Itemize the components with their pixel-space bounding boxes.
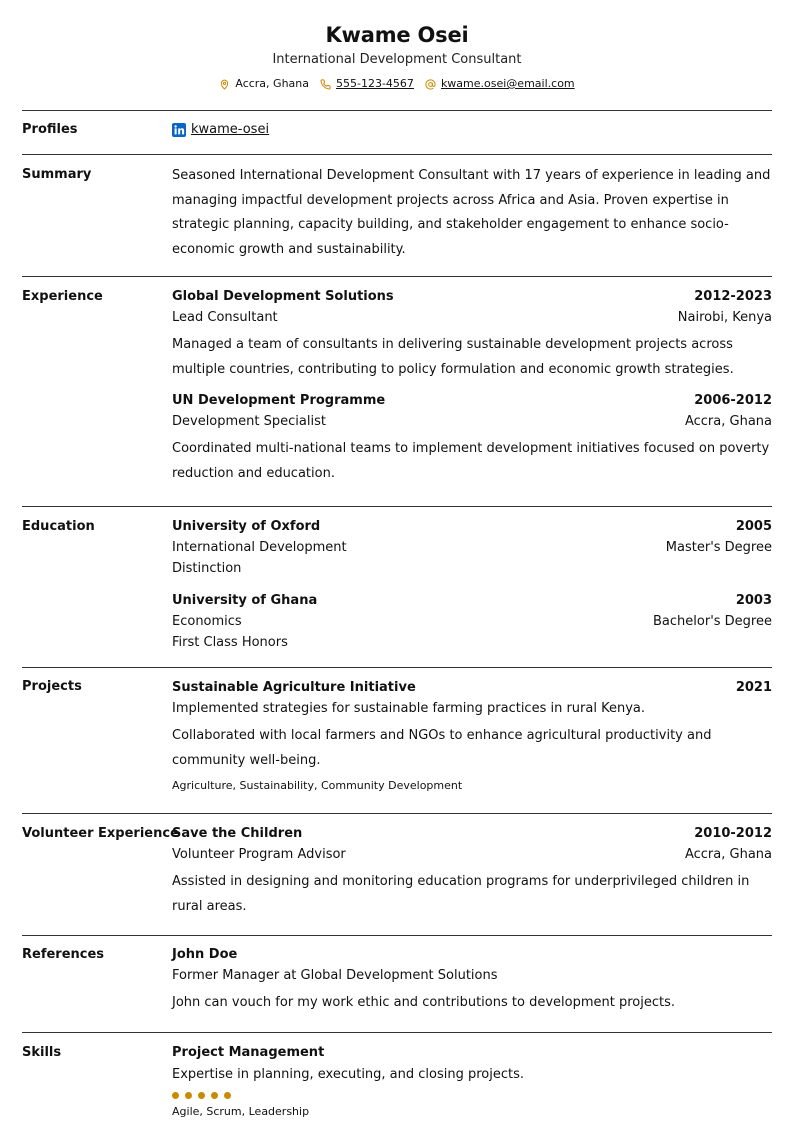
resume-header [0, 0, 794, 92]
skill-description: Expertise in planning, executing, and closing projects. [172, 1067, 525, 1082]
study-field: Economics [172, 614, 242, 629]
skill-level-dot [224, 1092, 231, 1099]
summary-section [22, 154, 772, 276]
volunteer-section [22, 813, 772, 935]
skill-level-dots [172, 1090, 772, 1100]
volunteer-description: Assisted in designing and monitoring education programs for underprivileged children in rural areas. [172, 874, 750, 914]
section-label: Projects [22, 679, 82, 694]
section-label: Experience [22, 289, 103, 304]
location-text: Accra, Ghana [235, 77, 309, 90]
reference-description: John can vouch for my work ethic and contributions to development projects. [172, 995, 675, 1010]
skills-body [172, 1042, 772, 1120]
job-role: Development Specialist [172, 414, 326, 429]
job-role: Lead Consultant [172, 310, 278, 325]
reference-name: John Doe [172, 947, 238, 962]
experience-item [172, 390, 772, 486]
company-name: Global Development Solutions [172, 289, 394, 304]
school-name: University of Oxford [172, 519, 321, 534]
company-name: UN Development Programme [172, 393, 386, 408]
job-location: Accra, Ghana [684, 414, 772, 429]
contact-phone [320, 76, 414, 92]
volunteer-location: Accra, Ghana [684, 847, 772, 862]
skill-level-dot [211, 1092, 218, 1099]
degree-type: Master's Degree [665, 540, 772, 555]
project-tags: Agriculture, Sustainability, Community Development [172, 779, 463, 792]
job-description: Managed a team of consultants in delivering sustainable development projects across multiple countries, contributing to policy formulation and economic growth strategies. [172, 337, 734, 377]
references-body [172, 944, 772, 1016]
skills-section [22, 1032, 772, 1123]
project-description: Collaborated with local farmers and NGOs to enhance agricultural productivity and community well-being. [172, 728, 712, 768]
summary-text: Seasoned International Development Consultant with 17 years of experience in leading and managing impactful development projects across Africa and Asia. Proven expertise in strategic planning, capacity building, and stakeholder engagement to enhance socio-economic growth and sustainability. [172, 168, 771, 257]
skill-name: Project Management [172, 1045, 325, 1060]
skill-keywords: Agile, Scrum, Leadership [172, 1105, 310, 1118]
volunteer-role: Volunteer Program Advisor [172, 847, 346, 862]
organization-name: Save the Children [172, 826, 303, 841]
volunteer-body [172, 823, 772, 919]
section-label: References [22, 947, 105, 962]
date-range: 2006-2012 [694, 393, 772, 408]
projects-body [172, 677, 772, 794]
section-label: Summary [22, 167, 92, 182]
date-range: 2010-2012 [694, 826, 772, 841]
summary-body [172, 164, 772, 262]
contact-bar [0, 76, 794, 92]
contact-location [219, 76, 309, 92]
skill-level-dot [172, 1092, 179, 1099]
education-body [172, 516, 772, 653]
job-description: Coordinated multi-national teams to implement development initiatives focused on poverty reduction and education. [172, 441, 770, 481]
linkedin-icon [172, 123, 186, 137]
honors: Distinction [172, 561, 242, 576]
section-label: Skills [22, 1045, 62, 1060]
graduation-year: 2003 [735, 593, 772, 608]
section-label: Profiles [22, 122, 78, 137]
at-sign-icon [425, 79, 436, 90]
education-item [172, 516, 772, 579]
references-section [22, 935, 772, 1032]
skill-level-dot [185, 1092, 192, 1099]
experience-item [172, 286, 772, 382]
profiles-body [172, 120, 772, 140]
experience-section [22, 276, 772, 506]
profiles-section [22, 110, 772, 154]
date-range: 2012-2023 [694, 289, 772, 304]
projects-section [22, 667, 772, 813]
phone-icon [320, 79, 331, 90]
section-label: Education [22, 519, 95, 534]
honors: First Class Honors [172, 635, 288, 650]
education-section [22, 506, 772, 667]
phone-link[interactable]: 555-123-4567 [336, 77, 414, 90]
education-item [172, 590, 772, 653]
skill-level-dot [198, 1092, 205, 1099]
experience-body [172, 286, 772, 486]
project-year: 2021 [735, 680, 772, 695]
reference-position: Former Manager at Global Development Solutions [172, 968, 498, 983]
job-location: Nairobi, Kenya [677, 310, 772, 325]
study-field: International Development [172, 540, 347, 555]
linkedin-link[interactable]: kwame-osei [191, 122, 270, 137]
email-link[interactable]: kwame.osei@email.com [440, 77, 575, 90]
school-name: University of Ghana [172, 593, 318, 608]
map-pin-icon [219, 79, 230, 90]
project-summary: Implemented strategies for sustainable farming practices in rural Kenya. [172, 701, 646, 716]
section-label: Volunteer Experience [22, 826, 179, 841]
degree-type: Bachelor's Degree [653, 614, 772, 629]
contact-email [425, 76, 575, 92]
project-name: Sustainable Agriculture Initiative [172, 680, 416, 695]
candidate-title: International Development Consultant [272, 52, 522, 67]
candidate-name: Kwame Osei [325, 23, 469, 47]
graduation-year: 2005 [735, 519, 772, 534]
